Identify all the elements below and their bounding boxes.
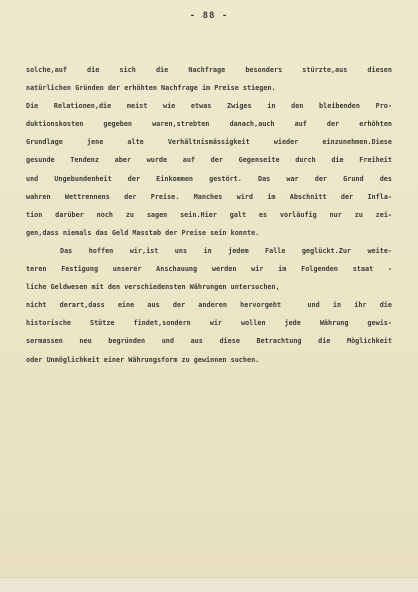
text-line: teren Festigung unserer Anschauung werden wir im Folgenden staat -: [26, 265, 392, 274]
text-line: natürlichen Gründen der erhöhten Nachfrage im Preise stiegen.: [26, 84, 276, 93]
text-line: duktionskosten gegeben waren,strebten danach,auch auf der erhöhten: [26, 120, 392, 129]
text-line: sermassen neu begründen und aus diese Betrachtung die Möglichkeit: [26, 337, 392, 346]
text-line: liche Geldwesen mit den verschiedensten Währungen untersuchen,: [26, 283, 280, 292]
text-line: gen,dass niemals das Geld Masstab der Preise sein konnte.: [26, 228, 260, 237]
text-line: oder Unmöglichkeit einer Währungsform zu gewinnen suchen.: [26, 355, 260, 364]
page-bottom-edge: [0, 577, 418, 592]
text-line: solche,auf die sich die Nachfrage besonders stürzte,aus diesen: [26, 66, 392, 74]
body-text: [26, 61, 392, 369]
text-line: Grundlage jene alte Verhältnismässigkeit wieder einzunehmen.Diese: [26, 138, 392, 147]
page-number: - 88 -: [189, 11, 229, 21]
text-line: wahren Wettrennens der Preise. Manches wird im Abschnitt der Infla-: [26, 192, 392, 201]
text-line: tion darüber noch zu sagen sein.Hier galt es vorläufig nur zu zei-: [26, 210, 392, 219]
text-line: Das hoffen wir,ist uns in jedem Falle geglückt.Zur weite-: [60, 246, 392, 255]
text-line: Die Relationen,die meist wie etwas Zwiges in den bleibenden Pro-: [26, 102, 392, 111]
text-line: historische Stütze findet,sondern wir wollen jede Währung gewis-: [26, 319, 392, 328]
text-line: gesunde Tendenz aber wurde auf der Gegenseite durch die Freiheit: [26, 156, 392, 165]
text-line: und Ungebundenheit der Einkommen gestört. Das war der Grund des: [26, 174, 392, 183]
text-line: nicht derart,dass eine aus der anderen hervorgeht und in ihr die: [26, 301, 392, 310]
